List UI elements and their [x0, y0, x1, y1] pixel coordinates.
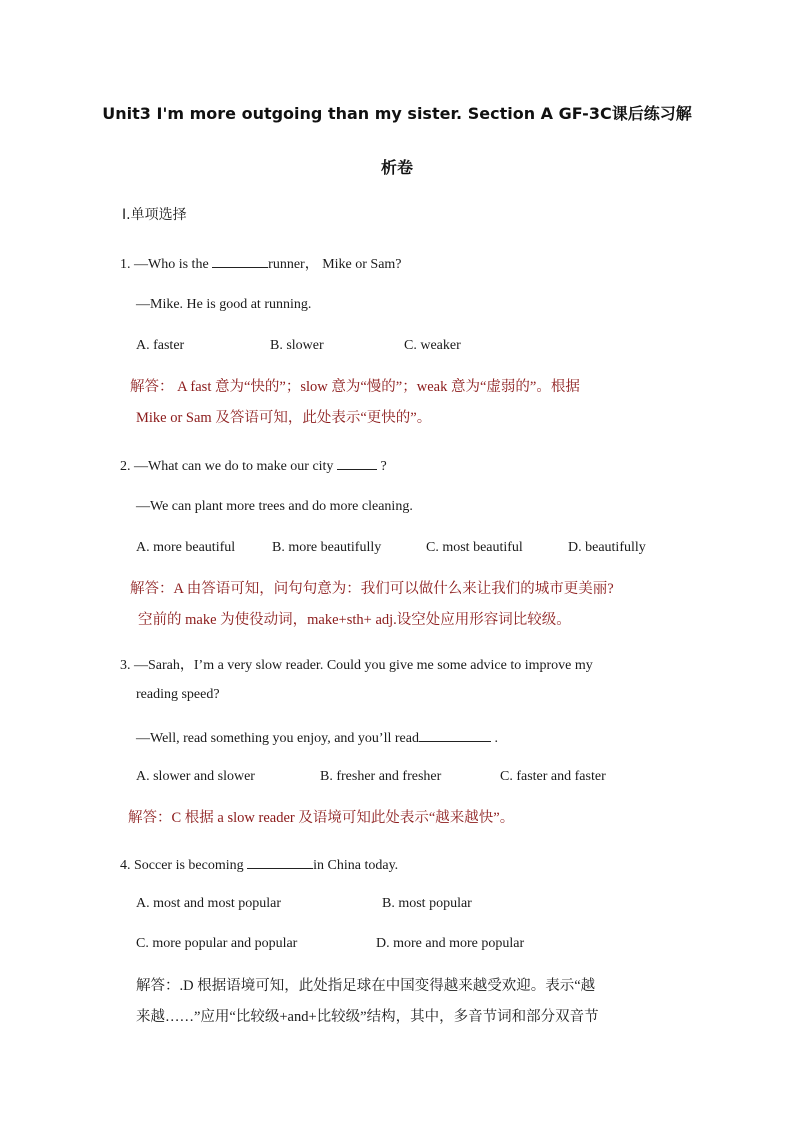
answer-blank: [419, 727, 491, 742]
answer-blank: [247, 854, 313, 869]
question-1-reply: —Mike. He is good at running.: [136, 297, 312, 312]
document-title-line-1: Unit3 I'm more outgoing than my sister. Section A GF-3C课后练习解: [102, 104, 692, 123]
option-b: B. more beautifully: [272, 540, 382, 555]
option-b: B. fresher and fresher: [320, 769, 442, 784]
question-2-stem-end: ?: [376, 459, 387, 474]
option-d: D. beautifully: [568, 540, 646, 555]
question-1-stem-end: runner， Mike or Sam?: [268, 257, 402, 272]
answer-blank: [212, 253, 268, 268]
document-title-line-2: 析卷: [380, 158, 413, 177]
question-3-answer: 解答：C 根据 a slow reader 及语境可知此处表示“越来越快”。: [128, 810, 515, 826]
question-4-stem-start: 4. Soccer is becoming: [120, 858, 248, 873]
option-c: C. most beautiful: [426, 540, 523, 555]
option-c: C. faster and faster: [500, 769, 606, 784]
question-1-answer-line-1: 解答： A fast 意为“快的”；slow 意为“慢的”；weak 意为“虚弱的”。根据: [130, 379, 580, 395]
option-a: A. more beautiful: [136, 540, 236, 555]
question-4-stem: [120, 854, 398, 875]
option-a: A. most and most popular: [136, 896, 282, 911]
question-3-reply-start: —Well, read something you enjoy, and you’ll read: [136, 731, 419, 746]
option-c: C. weaker: [404, 338, 461, 353]
option-a: A. faster: [136, 338, 185, 353]
question-4-answer-line-2: 来越……”应用“比较级+and+比较级”结构，其中，多音节词和部分双音节: [136, 1009, 599, 1025]
question-3-reply-end: .: [490, 731, 498, 746]
option-b: B. most popular: [382, 896, 472, 911]
question-3-reply: [136, 727, 498, 748]
question-1-answer-line-2: Mike or Sam 及答语可知，此处表示“更快的”。: [136, 410, 432, 426]
option-a: A. slower and slower: [136, 769, 255, 784]
question-1-stem: [120, 253, 402, 274]
question-2-answer-line-2: 空前的 make 为使役动词，make+sth+ adj.设空处应用形容词比较级。: [138, 612, 571, 628]
question-4-stem-end: in China today.: [313, 858, 399, 873]
question-3-stem: 3. —Sarah，I’m a very slow reader. Could you give me some advice to improve my: [120, 658, 593, 673]
question-2-reply: —We can plant more trees and do more cleaning.: [136, 499, 413, 514]
section-heading: Ⅰ.单项选择: [122, 207, 187, 223]
option-c: C. more popular and popular: [136, 936, 298, 951]
question-3-stem-continued: reading speed?: [136, 687, 220, 702]
option-b: B. slower: [270, 338, 324, 353]
question-2-stem: [120, 455, 387, 476]
question-1-stem-start: 1. —Who is the: [120, 257, 213, 272]
question-4-answer-line-1: 解答：.D 根据语境可知，此处指足球在中国变得越来越受欢迎。表示“越: [136, 978, 596, 994]
answer-blank: [337, 455, 377, 470]
question-2-answer-line-1: 解答：A 由答语可知，问句句意为：我们可以做什么来让我们的城市更美丽?: [130, 581, 614, 597]
option-d: D. more and more popular: [376, 936, 525, 951]
question-2-stem-start: 2. —What can we do to make our city: [120, 459, 337, 474]
